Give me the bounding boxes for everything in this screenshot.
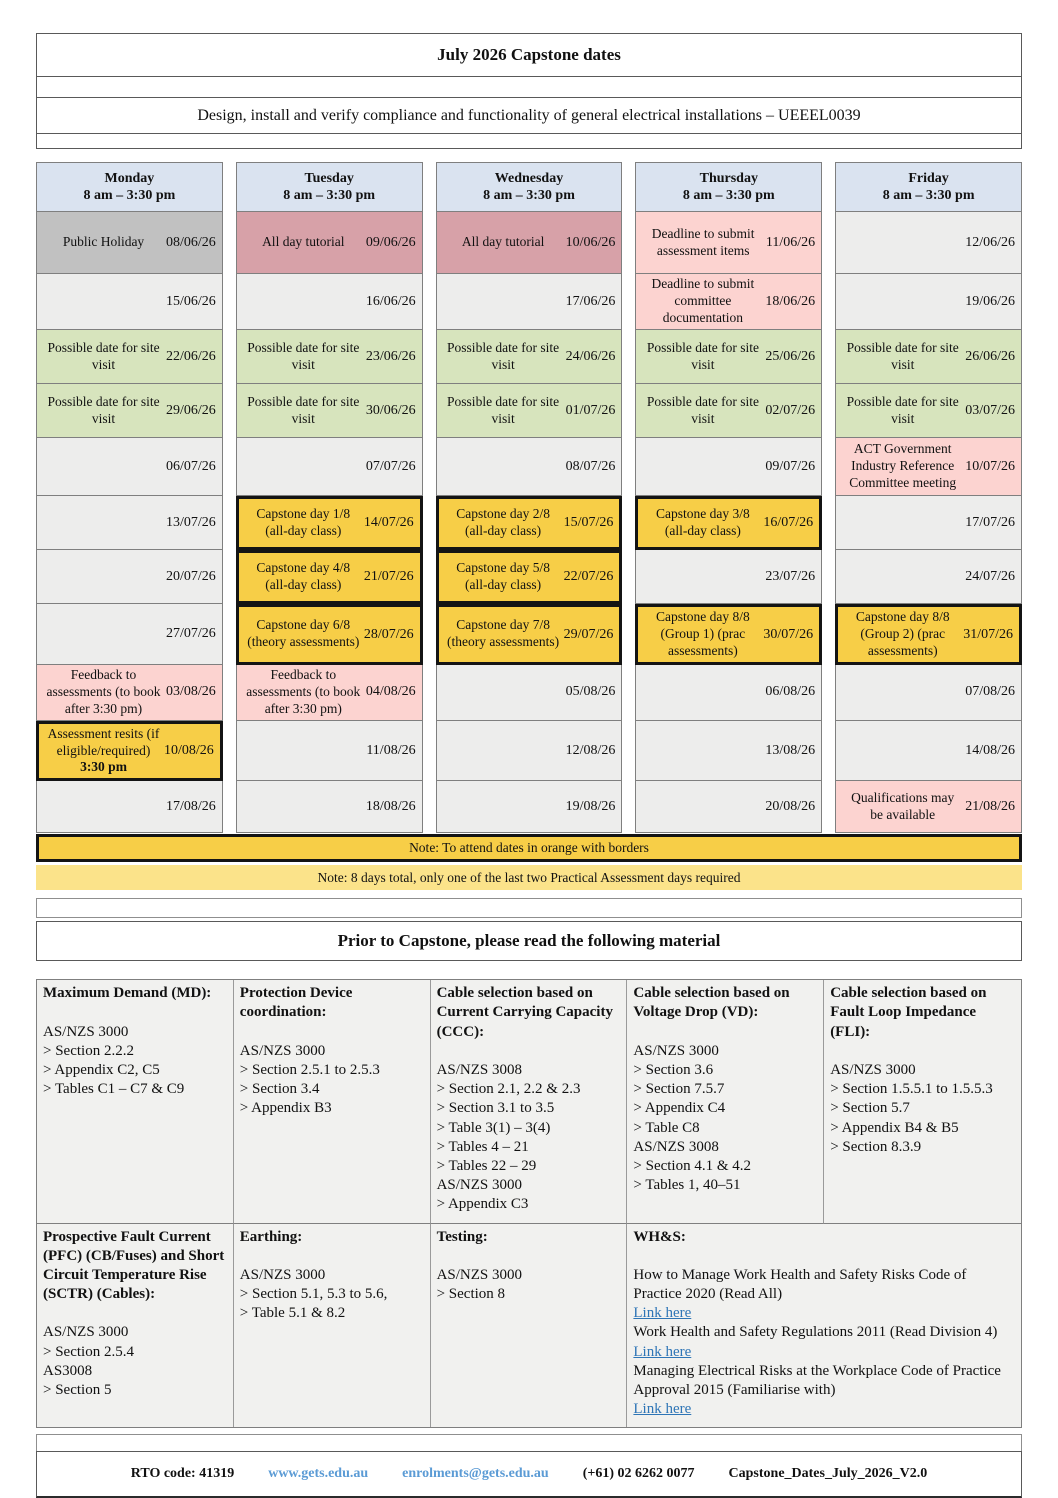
event-label: All day tutorial	[262, 234, 345, 250]
date-label: 14/08/26	[965, 742, 1015, 758]
material-line: > Section 3.4	[239, 1081, 320, 1098]
material-title: Protection Device coordination:	[239, 985, 353, 1021]
event-label: Possible date for site visit	[47, 339, 160, 372]
calendar-day-cell	[835, 212, 1022, 274]
material-line: AS/NZS 3000	[436, 1177, 523, 1194]
calendar-day-cell	[635, 438, 822, 496]
material-line: AS/NZS 3008	[633, 1138, 719, 1155]
material-line: > Appendix B4 & B5	[830, 1119, 959, 1136]
material-line	[633, 1247, 1015, 1266]
event-label: Qualifications may be available	[851, 789, 955, 822]
calendar-day-cell	[635, 330, 822, 384]
day-name: Tuesday	[304, 170, 354, 186]
calendar-week-row	[36, 781, 1022, 833]
calendar-day-cell	[36, 212, 223, 274]
day-name: Monday	[104, 170, 155, 186]
calendar-day-cell	[236, 212, 423, 274]
event-label: Capstone day 8/8 (Group 1) (prac assessments)	[656, 609, 750, 658]
calendar-day-cell	[36, 438, 223, 496]
date-label: 25/06/26	[765, 348, 816, 364]
material-line: > Section 1.5.5.1 to 1.5.5.3	[830, 1081, 993, 1098]
material-line: > Tables 4 – 21	[436, 1138, 529, 1155]
material-title: Cable selection based on Fault Loop Impedance (FLI):	[830, 985, 987, 1040]
date-label: 11/08/26	[366, 742, 416, 758]
day-name: Friday	[908, 170, 949, 186]
calendar-day-cell	[835, 438, 1022, 496]
calendar-day-cell	[436, 438, 623, 496]
document-header	[36, 33, 1022, 149]
event-label: Capstone day 1/8 (all-day class)	[256, 506, 351, 538]
day-hours: 8 am – 3:30 pm	[83, 188, 176, 203]
event-label: Public Holiday	[62, 234, 145, 250]
date-label: 01/07/26	[565, 402, 616, 418]
event-label: Deadline to submit assessment items	[651, 225, 755, 258]
day-header-cell	[436, 162, 623, 212]
calendar-day-cell	[236, 781, 423, 833]
day-name: Wednesday	[494, 170, 564, 186]
calendar-day-cell	[835, 550, 1022, 604]
calendar-day-cell	[835, 721, 1022, 782]
material-link[interactable]: Link here	[633, 1305, 692, 1322]
material-title: Prospective Fault Current (PFC) (CB/Fuses) and Short Circuit Temperature Rise (SCTR) (Cables):	[43, 1228, 225, 1303]
calendar-day-cell	[36, 665, 223, 721]
website-link[interactable]: www.gets.edu.au	[268, 1466, 369, 1482]
document-version: Capstone_Dates_July_2026_V2.0	[728, 1466, 928, 1482]
material-line: > Appendix C4	[633, 1100, 726, 1117]
date-label: 24/07/26	[965, 568, 1015, 584]
date-label: 18/06/26	[765, 293, 816, 309]
material-reading-title: How to Manage Work Health and Safety Risks Code of Practice 2020 (Read All)	[633, 1266, 967, 1303]
date-label: 12/08/26	[565, 742, 616, 758]
date-label: 31/07/26	[963, 626, 1013, 642]
material-cell	[431, 1224, 628, 1428]
event-label: Capstone day 6/8 (theory assessments)	[247, 617, 360, 650]
email-link[interactable]: enrolments@gets.edu.au	[402, 1466, 549, 1482]
calendar-day-cell	[635, 665, 822, 721]
day-header-cell	[36, 162, 223, 212]
material-line: AS/NZS 3000	[830, 1062, 916, 1078]
event-label: ACT Government Industry Reference Committee meeting	[849, 441, 957, 490]
material-title: Earthing:	[239, 1228, 303, 1245]
materials-row-1	[37, 980, 1021, 1223]
event-label: Possible date for site visit	[646, 339, 759, 372]
event-label: Capstone day 5/8 (all-day class)	[456, 560, 550, 592]
date-label: 21/07/26	[363, 569, 414, 585]
calendar-day-cell	[436, 330, 623, 384]
date-label: 23/07/26	[765, 568, 816, 584]
calendar-day-cell	[635, 550, 822, 604]
unit-subtitle: Design, install and verify compliance and functionality of general electrical installations – UEEEL0039	[37, 97, 1021, 133]
calendar	[36, 162, 1022, 833]
event-label: Feedback to assessments (to book after 3:30 pm)	[246, 666, 361, 716]
calendar-header-row	[36, 162, 1022, 212]
event-label: Possible date for site visit	[247, 339, 360, 372]
day-hours: 8 am – 3:30 pm	[483, 188, 575, 203]
material-title: Testing:	[436, 1228, 488, 1245]
material-line: > Section 8	[436, 1286, 506, 1303]
day-header-cell	[635, 162, 822, 212]
calendar-day-cell	[835, 496, 1022, 550]
material-line: > Table 3(1) – 3(4)	[436, 1119, 551, 1136]
material-cell	[824, 980, 1021, 1223]
date-label: 27/07/26	[166, 626, 216, 642]
event-label: All day tutorial	[461, 234, 545, 250]
date-label: 02/07/26	[765, 402, 816, 418]
material-title: Maximum Demand (MD):	[43, 985, 212, 1002]
material-line: AS/NZS 3000	[239, 1266, 326, 1283]
material-line: > Section 3.1 to 3.5	[436, 1100, 555, 1117]
date-label: 08/07/26	[565, 458, 616, 474]
date-label: 10/08/26	[164, 743, 214, 759]
date-label: 20/08/26	[765, 799, 816, 814]
material-line	[830, 1042, 1015, 1061]
material-line	[43, 1304, 227, 1323]
date-label: 26/06/26	[965, 348, 1015, 364]
page-title: July 2026 Capstone dates	[437, 45, 621, 64]
material-line: AS/NZS 3000	[436, 1266, 523, 1283]
calendar-week-row	[36, 665, 1022, 721]
material-line: AS/NZS 3000	[43, 1324, 129, 1341]
material-line: > Section 7.5.7	[633, 1081, 725, 1098]
material-line: > Section 3.6	[633, 1062, 714, 1078]
event-label: Possible date for site visit	[846, 393, 959, 426]
material-reading-title: Managing Electrical Risks at the Workplace Code of Practice Approval 2015 (Familiarise with)	[633, 1362, 1001, 1398]
material-line: AS/NZS 3008	[436, 1062, 523, 1078]
material-line: > Appendix C2, C5	[43, 1062, 160, 1078]
event-label: Possible date for site visit	[447, 339, 560, 372]
date-label: 20/07/26	[166, 568, 216, 584]
note-eight-days: Note: 8 days total, only one of the last two Practical Assessment days required	[36, 865, 1022, 890]
material-line: > Section 8.3.9	[830, 1138, 922, 1155]
calendar-day-cell	[36, 384, 223, 438]
calendar-day-cell	[36, 721, 223, 782]
calendar-day-cell	[835, 665, 1022, 721]
date-label: 30/06/26	[365, 402, 416, 418]
date-label: 19/08/26	[565, 799, 616, 814]
date-label: 29/06/26	[166, 402, 216, 418]
footer	[36, 1451, 1022, 1498]
material-title: Cable selection based on Voltage Drop (VD):	[633, 985, 790, 1021]
day-header-cell	[236, 162, 423, 212]
date-label: 03/08/26	[166, 684, 216, 700]
day-hours: 8 am – 3:30 pm	[283, 188, 376, 203]
calendar-day-cell	[835, 604, 1022, 665]
material-line: AS/NZS 3000	[239, 1042, 326, 1059]
date-label: 13/08/26	[765, 742, 816, 758]
calendar-day-cell	[436, 781, 623, 833]
calendar-day-cell	[436, 384, 623, 438]
material-line	[240, 1023, 424, 1042]
date-label: 22/07/26	[563, 569, 614, 585]
material-line	[240, 1247, 424, 1266]
calendar-week-row	[36, 604, 1022, 665]
materials-row-2	[37, 1224, 1021, 1428]
material-line: > Table 5.1 & 8.2	[239, 1305, 346, 1322]
phone-number: (+61) 02 6262 0077	[582, 1466, 695, 1482]
note-orange-dates: Note: To attend dates in orange with borders	[36, 834, 1022, 862]
date-label: 15/06/26	[166, 293, 216, 309]
material-line	[43, 1003, 227, 1022]
date-label: 18/08/26	[365, 799, 416, 814]
date-label: 13/07/26	[166, 514, 216, 530]
calendar-day-cell	[635, 274, 822, 330]
day-hours: 8 am – 3:30 pm	[882, 188, 975, 203]
section-spacer-row	[36, 898, 1022, 918]
date-label: 08/06/26	[166, 234, 216, 250]
material-line: > Appendix C3	[436, 1196, 529, 1213]
date-label: 19/06/26	[965, 293, 1015, 309]
event-label: Possible date for site visit	[447, 393, 560, 426]
material-title: WH&S:	[633, 1228, 686, 1245]
calendar-week-row	[36, 496, 1022, 550]
material-line: AS/NZS 3000	[633, 1042, 719, 1059]
material-line	[437, 1042, 621, 1061]
calendar-day-cell	[436, 212, 623, 274]
calendar-week-row	[36, 384, 1022, 438]
calendar-day-cell	[835, 330, 1022, 384]
material-line	[437, 1247, 621, 1266]
event-label: Possible date for site visit	[846, 339, 959, 372]
date-label: 05/08/26	[565, 684, 616, 700]
date-label: 17/06/26	[565, 293, 616, 309]
day-hours: 8 am – 3:30 pm	[682, 188, 775, 203]
event-label: Feedback to assessments (to book after 3:30 pm)	[46, 666, 161, 716]
date-label: 10/06/26	[565, 234, 616, 250]
material-line: > Section 4.1 & 4.2	[633, 1157, 752, 1174]
date-label: 06/08/26	[765, 684, 816, 700]
calendar-day-cell	[36, 330, 223, 384]
calendar-day-cell	[236, 274, 423, 330]
date-label: 06/07/26	[166, 458, 216, 474]
calendar-day-cell	[436, 496, 623, 550]
event-label: Capstone day 2/8 (all-day class)	[456, 506, 550, 538]
calendar-day-cell	[236, 550, 423, 604]
calendar-day-cell	[635, 496, 822, 550]
material-line: > Tables C1 – C7 & C9	[43, 1081, 185, 1098]
material-line: > Tables 22 – 29	[436, 1157, 537, 1174]
material-line: > Appendix B3	[239, 1100, 332, 1117]
material-link[interactable]: Link here	[633, 1401, 692, 1418]
calendar-day-cell	[635, 212, 822, 274]
calendar-day-cell	[36, 496, 223, 550]
date-label: 09/06/26	[365, 234, 416, 250]
calendar-day-cell	[436, 665, 623, 721]
date-label: 10/07/26	[965, 458, 1015, 474]
date-label: 24/06/26	[565, 348, 616, 364]
date-label: 16/07/26	[763, 515, 814, 531]
date-label: 30/07/26	[763, 626, 814, 642]
day-name: Thursday	[699, 170, 758, 186]
material-title: Cable selection based on Current Carrying Capacity (CCC):	[436, 985, 613, 1040]
material-line: > Section 2.2.2	[43, 1042, 134, 1059]
header-spacer-row-2	[37, 133, 1021, 148]
calendar-day-cell	[835, 384, 1022, 438]
event-label: Capstone day 8/8 (Group 2) (prac assessments)	[855, 609, 950, 658]
date-label: 16/06/26	[365, 293, 416, 309]
footer-spacer-row	[36, 1434, 1022, 1451]
event-label: Capstone day 4/8 (all-day class)	[256, 560, 351, 592]
event-label: Capstone day 3/8 (all-day class)	[656, 506, 750, 538]
date-label: 12/06/26	[965, 234, 1015, 250]
material-line: > Section 2.5.4	[43, 1343, 134, 1360]
date-label: 28/07/26	[363, 626, 414, 642]
material-line: AS3008	[43, 1362, 93, 1379]
event-label: Possible date for site visit	[247, 393, 360, 426]
calendar-week-row	[36, 438, 1022, 496]
date-label: 15/07/26	[563, 515, 614, 531]
material-line	[633, 1023, 817, 1042]
calendar-day-cell	[236, 604, 423, 665]
date-label: 09/07/26	[765, 458, 816, 474]
date-label: 17/08/26	[166, 799, 216, 814]
date-label: 04/08/26	[365, 684, 416, 700]
calendar-day-cell	[236, 384, 423, 438]
material-line: > Section 5.1, 5.3 to 5.6,	[239, 1286, 388, 1303]
date-label: 29/07/26	[563, 626, 614, 642]
material-cell	[627, 980, 824, 1223]
calendar-day-cell	[36, 781, 223, 833]
event-label: Capstone day 7/8 (theory assessments)	[447, 617, 560, 650]
day-header-cell	[835, 162, 1022, 212]
calendar-day-cell	[236, 438, 423, 496]
calendar-day-cell	[236, 721, 423, 782]
calendar-day-cell	[236, 330, 423, 384]
calendar-day-cell	[236, 665, 423, 721]
calendar-day-cell	[236, 496, 423, 550]
date-label: 03/07/26	[965, 402, 1015, 418]
event-label: Possible date for site visit	[47, 393, 160, 426]
date-label: 07/07/26	[365, 458, 416, 474]
calendar-day-cell	[635, 781, 822, 833]
calendar-week-row	[36, 212, 1022, 274]
date-label: 17/07/26	[965, 514, 1015, 530]
materials-table	[36, 979, 1022, 1428]
event-time-label: 3:30 pm	[80, 759, 127, 775]
date-label: 11/06/26	[765, 234, 816, 250]
material-link[interactable]: Link here	[633, 1343, 692, 1360]
calendar-week-row	[36, 550, 1022, 604]
materials-heading: Prior to Capstone, please read the following material	[36, 921, 1022, 961]
calendar-day-cell	[36, 604, 223, 665]
calendar-day-cell	[436, 604, 623, 665]
calendar-day-cell	[36, 274, 223, 330]
material-line: > Table C8	[633, 1119, 700, 1136]
material-reading-title: Work Health and Safety Regulations 2011 (Read Division 4)	[633, 1324, 998, 1341]
event-label: Possible date for site visit	[646, 393, 759, 426]
calendar-day-cell	[436, 550, 623, 604]
calendar-day-cell	[436, 274, 623, 330]
material-cell	[37, 980, 234, 1223]
material-line: AS/NZS 3000	[43, 1023, 129, 1040]
calendar-day-cell	[835, 274, 1022, 330]
material-line: > Section 5.7	[830, 1100, 910, 1117]
date-label: 14/07/26	[363, 515, 414, 531]
rto-code: RTO code: 41319	[130, 1466, 235, 1482]
calendar-rows	[36, 212, 1022, 833]
material-line: > Section 2.5.1 to 2.5.3	[239, 1062, 380, 1078]
calendar-day-cell	[436, 721, 623, 782]
calendar-week-row	[36, 721, 1022, 782]
calendar-day-cell	[635, 384, 822, 438]
material-line: > Section 2.1, 2.2 & 2.3	[436, 1081, 581, 1098]
calendar-week-row	[36, 274, 1022, 330]
calendar-day-cell	[835, 781, 1022, 833]
event-label: Deadline to submit committee documentation	[651, 276, 755, 325]
event-label: Assessment resits (if eligible/required) 3:30 pm	[47, 725, 160, 775]
material-cell	[627, 1224, 1021, 1428]
material-line: > Tables 1, 40–51	[633, 1177, 741, 1194]
calendar-day-cell	[635, 604, 822, 665]
date-label: 22/06/26	[166, 348, 216, 364]
material-cell	[234, 1224, 431, 1428]
date-label: 21/08/26	[965, 799, 1015, 814]
header-spacer-row	[37, 76, 1021, 97]
material-cell	[234, 980, 431, 1223]
calendar-day-cell	[635, 721, 822, 782]
calendar-day-cell	[36, 550, 223, 604]
material-line: > Section 5	[43, 1382, 112, 1398]
date-label: 23/06/26	[365, 348, 416, 364]
date-label: 07/08/26	[965, 684, 1015, 700]
calendar-week-row	[36, 330, 1022, 384]
material-cell	[431, 980, 628, 1223]
material-cell	[37, 1224, 234, 1428]
